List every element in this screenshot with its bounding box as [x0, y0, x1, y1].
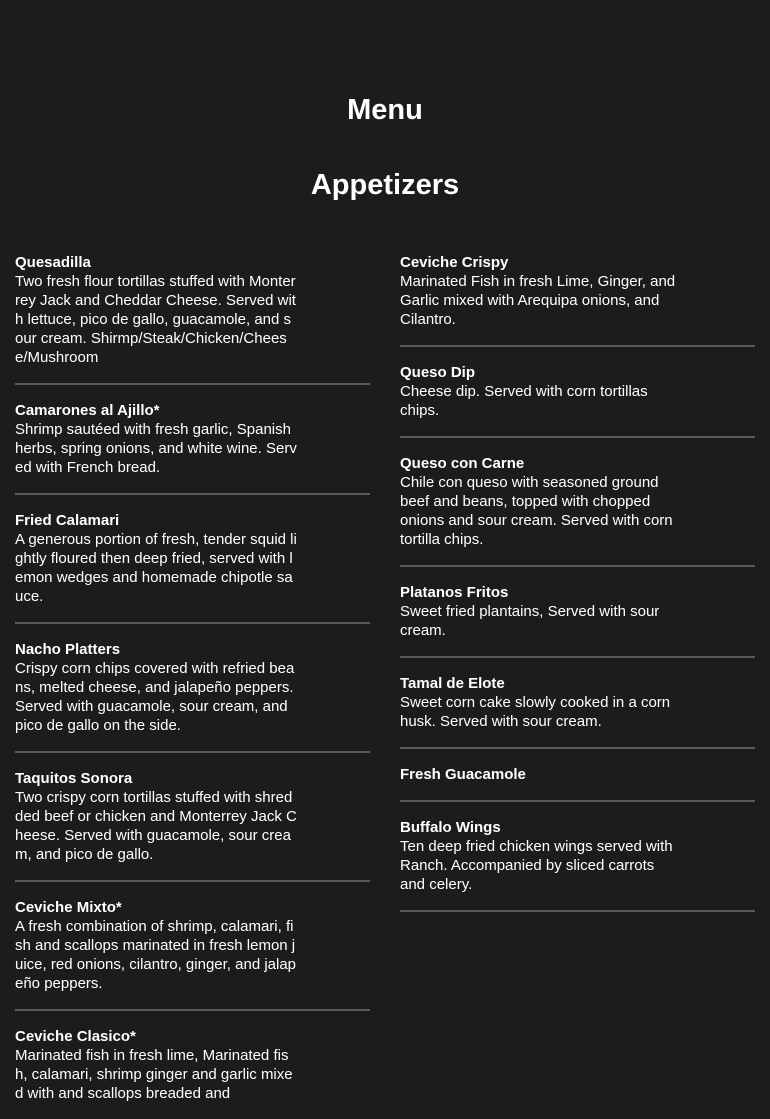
menu-item-name: Ceviche Mixto* [15, 899, 122, 916]
menu-item [15, 769, 370, 882]
section-title-appetizers: Appetizers [310, 169, 460, 201]
menu-item-name: Fresh Guacamole [400, 766, 526, 783]
menu-item-name: Platanos Fritos [400, 584, 509, 601]
menu-item [15, 511, 370, 624]
menu-item [400, 583, 755, 658]
menu-item-name: Ceviche Crispy [400, 254, 509, 271]
menu-item-name: Queso Dip [400, 364, 476, 381]
menu-item-description: Chile con queso with seasoned ground beef and beans, topped with chopped onions and sour cream. Served with corn tortilla chips. [400, 474, 673, 548]
menu-item-description: Two crispy corn tortillas stuffed with shredded beef or chicken and Monterrey Jack Cheese. Served with guacamole, sour cream, and pico de gallo. [15, 789, 297, 863]
menu-item [400, 818, 755, 912]
menu-item-description: A fresh combination of shrimp, calamari, fish and scallops marinated in fresh lemon juice, red onions, cilantro, ginger, and jalapeño peppers. [15, 918, 297, 992]
menu-item [400, 253, 755, 347]
menu-item [15, 401, 370, 495]
menu-item [15, 1027, 370, 1119]
menu-item-description: Shrimp sautéed with fresh garlic, Spanish herbs, spring onions, and white wine. Served with French bread. [15, 421, 297, 476]
menu-item [400, 674, 755, 749]
page-title: Menu [347, 94, 423, 126]
menu-item [400, 363, 755, 438]
menu-item-description: Crispy corn chips covered with refried beans, melted cheese, and jalapeño peppers. Served with guacamole, sour cream, and pico de gallo on the side. [15, 660, 295, 734]
menu-item [15, 640, 370, 753]
menu-item-name: Tamal de Elote [400, 675, 505, 692]
menu-item-description: A generous portion of fresh, tender squid lightly floured then deep fried, served with lemon wedges and homemade chipotle sauce. [15, 531, 297, 605]
menu-item-name: Camarones al Ajillo* [15, 402, 160, 419]
menu-item-name: Quesadilla [15, 254, 91, 271]
menu-column-left [15, 253, 370, 1119]
menu-item-name: Buffalo Wings [400, 819, 501, 836]
menu-item-name: Fried Calamari [15, 512, 120, 529]
menu-item-description: Sweet corn cake slowly cooked in a corn husk. Served with sour cream. [400, 694, 671, 730]
menu-item-description: Marinated Fish in fresh Lime, Ginger, and Garlic mixed with Arequipa onions, and Cilantro. [400, 273, 676, 328]
menu-item-description: Ten deep fried chicken wings served with Ranch. Accompanied by sliced carrots and celery. [400, 838, 673, 893]
menu-column-right [400, 253, 755, 928]
menu-item [400, 454, 755, 567]
menu-item [15, 253, 370, 385]
menu-item [400, 765, 755, 802]
menu-item-name: Ceviche Clasico* [15, 1028, 136, 1045]
menu-item-description: Sweet fried plantains, Served with sour cream. [400, 603, 660, 639]
menu-item-description: Cheese dip. Served with corn tortillas chips. [400, 383, 648, 419]
menu-item [15, 898, 370, 1011]
menu-item-name: Queso con Carne [400, 455, 525, 472]
menu-item-name: Taquitos Sonora [15, 770, 133, 787]
menu-item-description: Two fresh flour tortillas stuffed with Monterrey Jack and Cheddar Cheese. Served with lettuce, pico de gallo, guacamole, and sour cream. Shirmp/Steak/Chicken/Cheese/Mushroom [15, 273, 296, 366]
menu-item-name: Nacho Platters [15, 641, 121, 658]
menu-item-description: Marinated fish in fresh lime, Marinated fish, calamari, shrimp ginger and garlic mixed with and scallops breaded and [15, 1047, 293, 1102]
